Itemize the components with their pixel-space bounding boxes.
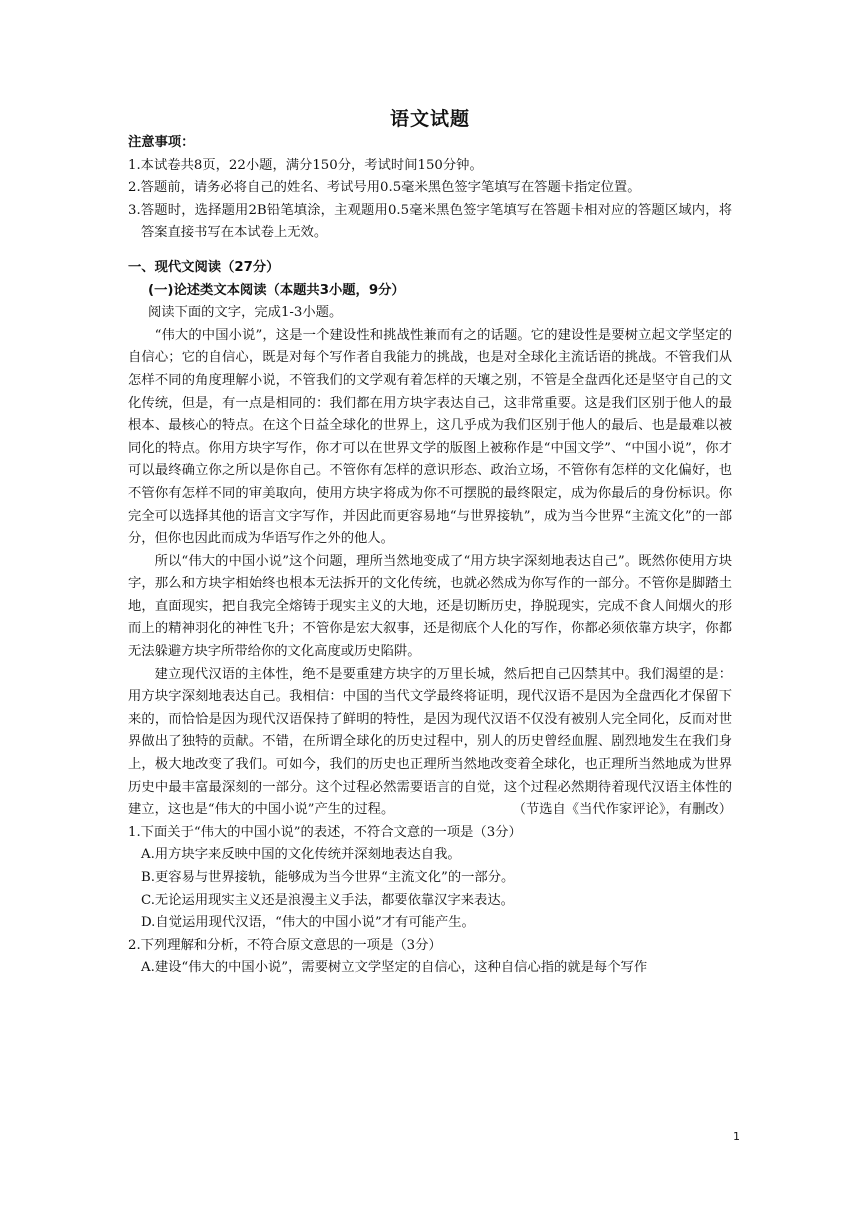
question-2-stem: 2.下列理解和分析，不符合原文意思的一项是（3分） <box>128 937 442 953</box>
question-1-option-d: D.自觉运用现代汉语，“伟大的中国小说”才有可能产生。 <box>141 915 475 931</box>
section-heading: 一、现代文阅读（27分） <box>128 259 280 275</box>
notice-item-3: 3.答题时，选择题用2B铅笔填涂，主观题用0.5毫米黑色签字笔填写在答题卡相对应的答题区域内，将答案直接书写在本试卷上无效。 <box>128 202 732 241</box>
notice-heading: 注意事项： <box>128 135 195 150</box>
page-number: 1 <box>733 1130 740 1143</box>
passage-paragraph-1: “伟大的中国小说”，这是一个建设性和挑战性兼而有之的话题。它的建设性是要树立起文学坚定的自信心；它的自信心，既是对每个写作者自我能力的挑战，也是对全球化主流话语的挑战。不管我们从怎样不同的角度理解小说，不管我们的文学观有着怎样的天壤之别，不管是全盘西化还是坚守自己的文化传统，但是，有一点是相同的：我们都在用方块字表达自己，这非常重要。这是我们区别于他人的最根本、最核心的特点。在这个日益全球化的世界上，这几乎成为我们区别于他人的最后、也是最难以被同化的特点。你用方块字写作，你才可以在世界文学的版图上被称作是“中国文学”、“中国小说”，你才可以最终确立你之所以是你自己。不管你有怎样的意识形态、政治立场，不管你有怎样的文化偏好，也不管你有怎样不同的审美取向，使用方块字将成为你不可摆脱的最终限定，成为你最后的身份标识。你完全可以选择其他的语言文字写作，并因此而更容易地“与世界接轨”，成为当今世界“主流文化”的一部分，但你也因此而成为华语写作之外的他人。 <box>128 327 732 547</box>
passage-paragraph-3-text: 建立现代汉语的主体性，绝不是要重建方块字的万里长城，然后把自己囚禁其中。我们渴望的是：用方块字深刻地表达自己。我相信：中国的当代文学最终将证明，现代汉语不是因为全盘西化才保留下来的，而恰恰是因为现代汉语保持了鲜明的特性，是因为现代汉语不仅没有被别人完全同化，反而对世界做出了独特的贡献。不错，在所谓全球化的历史过程中，别人的历史曾经血腥、剧烈地发生在我们身上，极大地改变了我们。可如今，我们的历史也正理所当然地改变着全球化，也正理所当然地成为世界历史中最丰富最深刻的一部分。这个过程必然需要语言的自觉，这个过程必然期待着现代汉语主体性的建立，这也是“伟大的中国小说”产生的过程。 <box>128 666 732 818</box>
question-2-option-a: A.建设“伟大的中国小说”，需要树立文学坚定的自信心，这种自信心指的就是每个写作 <box>141 960 648 976</box>
question-1-option-c: C.无论运用现实主义还是浪漫主义手法，都要依靠汉字来表达。 <box>141 892 514 908</box>
passage-paragraph-2: 所以“伟大的中国小说”这个问题，理所当然地变成了“用方块字深刻地表达自己”。既然你使用方块字，那么和方块字相始终也根本无法拆开的文化传统，也就必然成为你写作的一部分。不管你是脚踏土地，直面现实，把自我完全熔铸于现实主义的大地，还是切断历史，挣脱现实，完成不食人间烟火的形而上的精神羽化的神性飞升；不管你是宏大叙事，还是彻底个人化的写作，你都必须依靠方块字，你都无法躲避方块字所带给你的文化高度或历史陷阱。 <box>128 553 732 660</box>
reading-instruction: 阅读下面的文字，完成1-3小题。 <box>148 305 343 321</box>
passage-source: （节选自《当代作家评论》，有删改） <box>512 802 732 818</box>
passage-paragraph-3 <box>128 664 732 822</box>
subsection-heading: (一)论述类文本阅读（本题共3小题，9分） <box>148 282 405 298</box>
notice-item-1: 1.本试卷共8页，22小题，满分150分，考试时间150分钟。 <box>128 157 483 173</box>
question-1-stem: 1.下面关于“伟大的中国小说”的表述，不符合文意的一项是（3分） <box>128 824 522 840</box>
page-content <box>128 132 732 980</box>
notice-item-2: 2.答题前，请务必将自己的姓名、考试号用0.5毫米黑色签字笔填写在答题卡指定位置。 <box>128 180 641 196</box>
question-1-option-b: B.更容易与世界接轨，能够成为当今世界“主流文化”的一部分。 <box>141 870 515 885</box>
question-1-option-a: A.用方块字来反映中国的文化传统并深刻地表达自我。 <box>141 847 461 863</box>
page-title: 语文试题 <box>389 108 470 130</box>
